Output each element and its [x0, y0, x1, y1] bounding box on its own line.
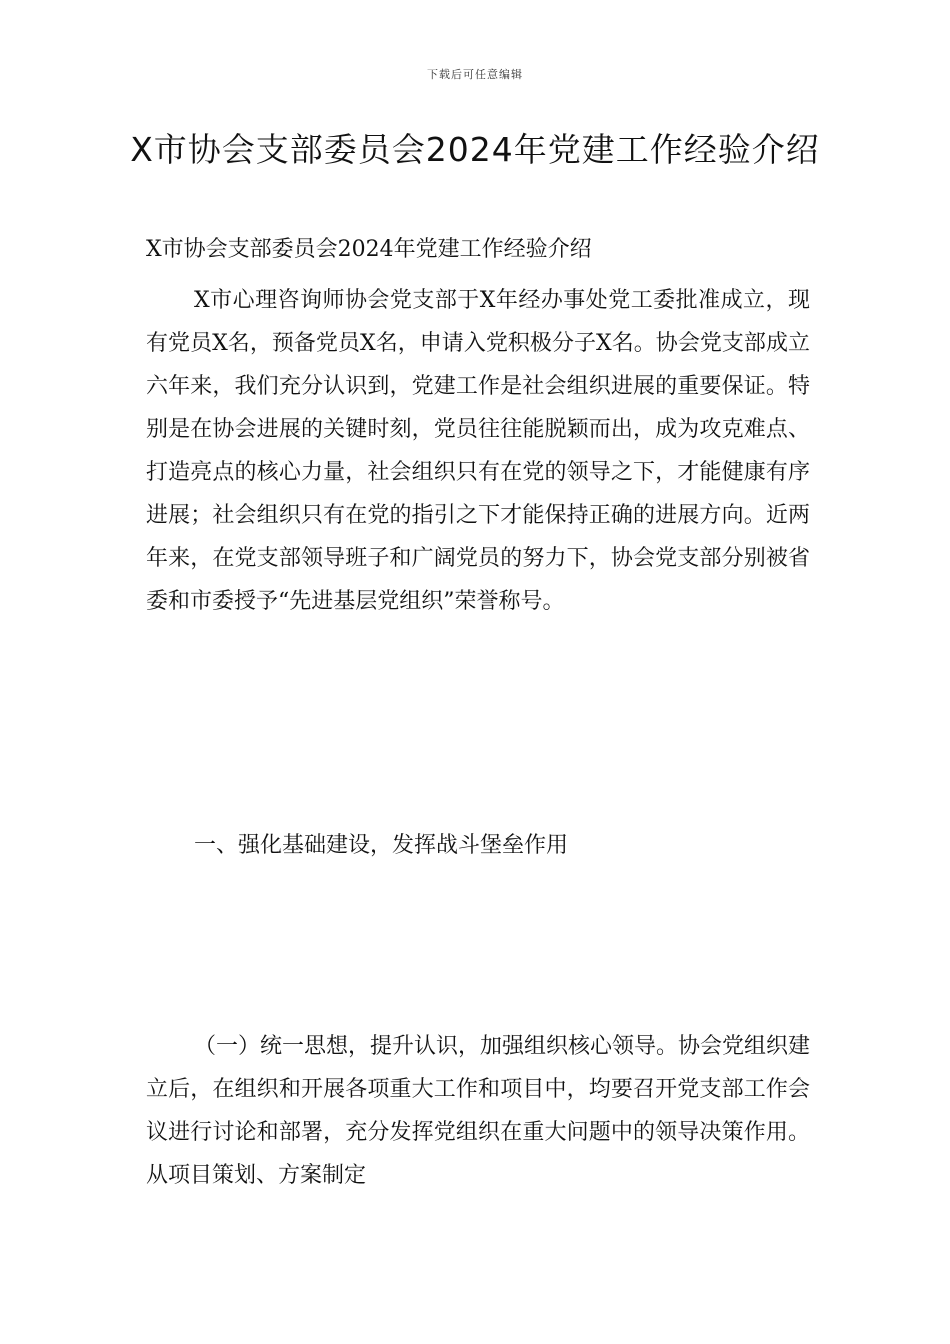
- document-subtitle: X市协会支部委员会2024年党建工作经验介绍: [146, 237, 592, 262]
- header-note: 下载后可任意编辑: [427, 68, 523, 81]
- document-title: X市协会支部委员会2024年党建工作经验介绍: [130, 130, 820, 169]
- intro-paragraph: X市心理咨询师协会党支部于X年经办事处党工委批准成立，现有党员X名，预备党员X名，申请入党积极分子X名。协会党支部成立六年来，我们充分认识到，党建工作是社会组织进展的重要保证。特别是在协会进展的关键时刻，党员往往能脱颖而出，成为攻克难点、打造亮点的核心力量，社会组织只有在党的领导之下，才能健康有序进展；社会组织只有在党的指引之下才能保持正确的进展方向。近两年来，在党支部领导班子和广阔党员的努力下，协会党支部分别被省委和市委授予“先进基层党组织”荣誉称号。: [146, 288, 810, 614]
- section-heading: 一、强化基础建设，发挥战斗堡垒作用: [194, 833, 569, 858]
- sub-section-paragraph: （一）统一思想，提升认识，加强组织核心领导。协会党组织建立后，在组织和开展各项重大工作和项目中，均要召开党支部工作会议进行讨论和部署，充分发挥党组织在重大问题中的领导决策作用。从项目策划、方案制定: [146, 1034, 811, 1188]
